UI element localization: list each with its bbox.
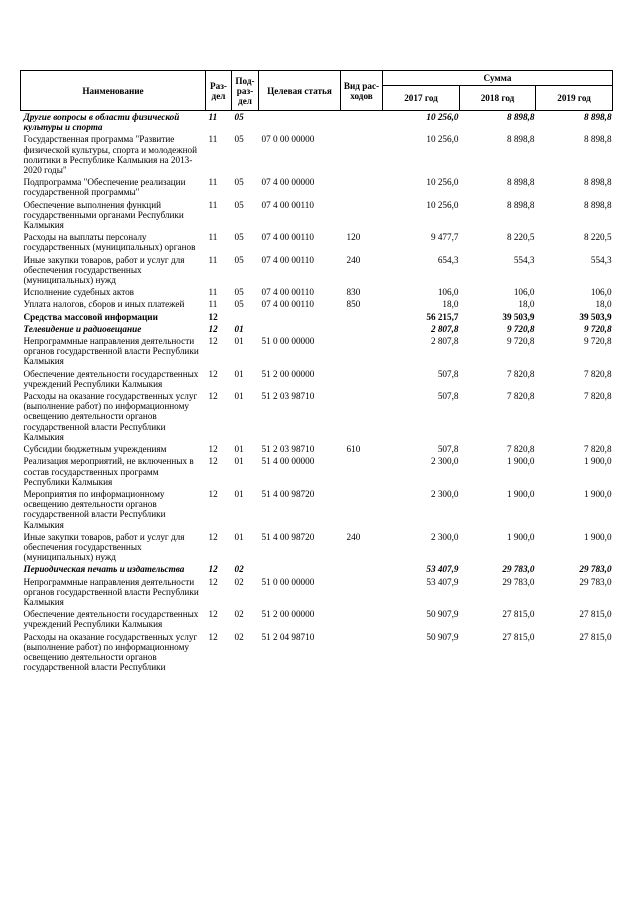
row-vid-rashodov: 120 xyxy=(346,232,361,243)
row-vid-rashodov: 240 xyxy=(346,254,361,265)
row-podrazdel xyxy=(232,312,259,324)
row-sum-2019: 27 815,0 xyxy=(579,609,612,620)
row-sum-2018: 106,0 xyxy=(513,287,535,298)
row-sum-2017: 10 256,0 xyxy=(426,199,459,210)
row-sum-2019: 1 900,0 xyxy=(583,456,612,467)
row-tselevaya-statya: 07 4 00 00110 xyxy=(261,254,314,265)
row-podrazdel: 01 xyxy=(234,336,244,347)
row-tselevaya-statya: 51 2 03 98710 xyxy=(261,444,315,455)
row-razdel: 12 xyxy=(208,564,218,575)
row-razdel: 12 xyxy=(208,609,218,620)
row-sum-2018: 8 898,8 xyxy=(506,134,535,145)
row-sum-2017: 50 907,9 xyxy=(426,609,459,620)
table-row xyxy=(21,177,613,199)
row-podrazdel: 02 xyxy=(234,564,244,575)
table-row xyxy=(21,564,613,576)
row-name: Обеспечение деятельности государственных учреждений Республики Калмыкия xyxy=(23,368,199,389)
row-vid-rashodov: 830 xyxy=(346,287,361,298)
row-name: Мероприятия по информационному освещению деятельности органов государственной власти Республики Калмыкия xyxy=(23,488,166,530)
table-row xyxy=(21,609,613,631)
table-row xyxy=(21,444,613,456)
row-tselevaya-statya: 51 4 00 98720 xyxy=(261,488,315,499)
row-tselevaya-statya: 51 2 03 98710 xyxy=(261,391,315,402)
row-sum-2019: 29 783,0 xyxy=(579,576,612,587)
row-sum-2017: 10 256,0 xyxy=(426,112,459,122)
row-tselevaya-statya: 07 4 00 00110 xyxy=(261,287,314,298)
table-row xyxy=(21,456,613,489)
row-sum-2017: 18,0 xyxy=(442,299,459,310)
row-vid-rashodov xyxy=(341,564,383,576)
row-podrazdel: 05 xyxy=(234,177,244,188)
row-sum-2019: 9 720,8 xyxy=(583,336,612,347)
row-tselevaya-statya: 51 4 00 98720 xyxy=(261,531,315,542)
row-razdel: 11 xyxy=(208,287,218,298)
row-tselevaya-statya: 07 0 00 00000 xyxy=(261,134,315,145)
row-name: Иные закупки товаров, работ и услуг для обеспечения государственных (муниципальных) нужд xyxy=(23,254,185,286)
header-year-2018: 2018 год xyxy=(460,86,536,111)
row-sum-2017: 9 477,7 xyxy=(430,232,459,243)
row-podrazdel: 01 xyxy=(234,323,244,334)
row-razdel: 12 xyxy=(208,488,218,499)
header-summa: Сумма xyxy=(383,71,613,86)
row-podrazdel: 01 xyxy=(234,488,244,499)
header-name: Наименование xyxy=(21,71,206,111)
row-sum-2017: 106,0 xyxy=(437,287,459,298)
row-name: Уплата налогов, сборов и иных платежей xyxy=(23,299,185,310)
table-row xyxy=(21,134,613,177)
row-vid-rashodov xyxy=(341,369,383,391)
row-sum-2017: 2 807,8 xyxy=(430,323,459,334)
row-sum-2017: 53 407,9 xyxy=(426,576,459,587)
row-vid-rashodov xyxy=(341,632,383,675)
row-vid-rashodov xyxy=(341,609,383,631)
row-sum-2018: 9 720,8 xyxy=(506,336,535,347)
row-sum-2019: 8 898,8 xyxy=(583,199,612,210)
row-sum-2019: 7 820,8 xyxy=(583,391,612,402)
row-tselevaya-statya: 07 4 00 00110 xyxy=(261,299,314,310)
row-name: Другие вопросы в области физической культуры и спорта xyxy=(23,112,180,133)
row-sum-2017: 53 407,9 xyxy=(426,564,459,575)
table-row xyxy=(21,200,613,233)
table-row xyxy=(21,111,613,135)
row-sum-2018: 8 898,8 xyxy=(506,177,535,188)
row-tselevaya-statya: 07 4 00 00110 xyxy=(261,199,314,210)
row-sum-2017: 2 807,8 xyxy=(430,336,459,347)
row-sum-2018: 39 503,9 xyxy=(502,311,535,322)
row-podrazdel: 01 xyxy=(234,531,244,542)
row-name: Субсидии бюджетным учреждениям xyxy=(23,444,167,455)
row-razdel: 11 xyxy=(208,232,218,243)
row-razdel: 12 xyxy=(208,311,218,322)
row-sum-2017: 50 907,9 xyxy=(426,631,459,642)
row-sum-2019: 554,3 xyxy=(590,254,612,265)
row-sum-2019: 8 220,5 xyxy=(583,232,612,243)
row-sum-2019: 106,0 xyxy=(590,287,612,298)
table-row xyxy=(21,532,613,565)
row-sum-2019: 18,0 xyxy=(595,299,612,310)
table-row xyxy=(21,336,613,369)
row-podrazdel: 01 xyxy=(234,444,244,455)
table-row xyxy=(21,299,613,311)
header-year-2017: 2017 год xyxy=(383,86,460,111)
header-vid-rashodov: Вид рас- ходов xyxy=(341,71,383,111)
row-sum-2019: 29 783,0 xyxy=(579,564,612,575)
row-sum-2019: 7 820,8 xyxy=(583,368,612,379)
row-razdel: 11 xyxy=(208,254,218,265)
table-row xyxy=(21,369,613,391)
row-razdel: 11 xyxy=(208,112,218,122)
table-row xyxy=(21,391,613,444)
row-sum-2017: 507,8 xyxy=(437,444,459,455)
table-row xyxy=(21,312,613,324)
row-sum-2017: 507,8 xyxy=(437,391,459,402)
row-name: Непрограммные направления деятельности органов государственной власти Республики Калмыкия xyxy=(23,576,199,607)
row-podrazdel: 01 xyxy=(234,391,244,402)
row-vid-rashodov xyxy=(341,336,383,369)
header-podrazdel: Под- раз- дел xyxy=(232,71,259,111)
header-year-2019: 2019 год xyxy=(536,86,613,111)
row-podrazdel: 02 xyxy=(234,576,244,587)
row-sum-2018: 7 820,8 xyxy=(506,391,535,402)
row-sum-2017: 654,3 xyxy=(437,254,459,265)
row-tselevaya-statya: 51 2 04 98710 xyxy=(261,631,315,642)
table-row xyxy=(21,232,613,254)
row-tselevaya-statya: 07 4 00 00110 xyxy=(261,232,314,243)
budget-page xyxy=(20,70,612,674)
row-sum-2018: 29 783,0 xyxy=(502,564,535,575)
row-sum-2017: 2 300,0 xyxy=(430,531,459,542)
row-vid-rashodov: 240 xyxy=(346,531,361,542)
row-vid-rashodov xyxy=(341,324,383,336)
row-vid-rashodov xyxy=(341,177,383,199)
row-tselevaya-statya: 51 2 00 00000 xyxy=(261,609,315,620)
row-name: Периодическая печать и издательства xyxy=(23,564,185,575)
row-sum-2019: 9 720,8 xyxy=(583,323,612,334)
row-tselevaya-statya xyxy=(259,324,341,336)
table-row xyxy=(21,324,613,336)
row-name: Обеспечение деятельности государственных учреждений Республики Калмыкия xyxy=(23,609,199,630)
table-row xyxy=(21,577,613,610)
row-sum-2018: 8 220,5 xyxy=(506,232,535,243)
row-sum-2017: 2 300,0 xyxy=(430,456,459,467)
row-sum-2019: 1 900,0 xyxy=(583,531,612,542)
header-tselevaya-statya: Целевая статья xyxy=(259,71,341,111)
row-name: Реализация мероприятий, не включенных в состав государственных программ Республики Калмыкия xyxy=(23,456,194,487)
row-sum-2019: 8 898,8 xyxy=(583,134,612,145)
row-podrazdel: 05 xyxy=(234,134,244,145)
row-name: Расходы на оказание государственных услуг (выполнение работ) по информационному освещению деятельности органов государственной власти Республики Калмыкия xyxy=(23,391,198,442)
row-razdel: 12 xyxy=(208,368,218,379)
row-sum-2018: 29 783,0 xyxy=(502,576,535,587)
row-tselevaya-statya xyxy=(259,312,341,324)
row-tselevaya-statya: 51 2 00 00000 xyxy=(261,368,315,379)
row-razdel: 12 xyxy=(208,631,218,642)
row-sum-2018: 8 898,8 xyxy=(506,199,535,210)
row-tselevaya-statya: 51 0 00 00000 xyxy=(261,576,315,587)
row-razdel: 11 xyxy=(208,177,218,188)
budget-table xyxy=(20,70,613,674)
row-sum-2017: 507,8 xyxy=(437,368,459,379)
row-sum-2017: 56 215,7 xyxy=(426,311,459,322)
row-sum-2018: 554,3 xyxy=(513,254,535,265)
row-tselevaya-statya: 51 4 00 00000 xyxy=(261,456,315,467)
row-sum-2019: 8 898,8 xyxy=(583,112,612,122)
table-body xyxy=(21,111,613,675)
row-podrazdel: 05 xyxy=(234,112,244,122)
row-tselevaya-statya: 51 0 00 00000 xyxy=(261,336,315,347)
row-tselevaya-statya: 07 4 00 00000 xyxy=(261,177,315,188)
row-name: Государственная программа "Развитие физической культуры, спорта и молодежной политики в Республике Калмыкия на 2013-2020 годы" xyxy=(23,134,198,176)
row-sum-2019: 27 815,0 xyxy=(579,631,612,642)
row-name: Иные закупки товаров, работ и услуг для обеспечения государственных (муниципальных) нужд xyxy=(23,531,185,563)
row-sum-2018: 9 720,8 xyxy=(506,323,535,334)
row-razdel: 11 xyxy=(208,199,218,210)
row-podrazdel: 05 xyxy=(234,199,244,210)
row-sum-2018: 8 898,8 xyxy=(506,112,535,122)
row-podrazdel: 05 xyxy=(234,287,244,298)
row-podrazdel: 02 xyxy=(234,609,244,620)
row-sum-2018: 27 815,0 xyxy=(502,609,535,620)
row-vid-rashodov: 610 xyxy=(346,444,361,455)
row-sum-2019: 39 503,9 xyxy=(579,311,612,322)
row-vid-rashodov xyxy=(341,489,383,532)
row-vid-rashodov xyxy=(341,134,383,177)
header-razdel: Раз- дел xyxy=(206,71,232,111)
row-vid-rashodov xyxy=(341,200,383,233)
row-podrazdel: 02 xyxy=(234,631,244,642)
row-vid-rashodov xyxy=(341,391,383,444)
row-sum-2018: 1 900,0 xyxy=(506,488,535,499)
row-razdel: 12 xyxy=(208,391,218,402)
row-sum-2018: 1 900,0 xyxy=(506,456,535,467)
table-row xyxy=(21,632,613,675)
row-vid-rashodov xyxy=(341,111,383,135)
row-sum-2019: 8 898,8 xyxy=(583,177,612,188)
row-name: Исполнение судебных актов xyxy=(23,287,135,298)
row-razdel: 11 xyxy=(208,134,218,145)
row-razdel: 12 xyxy=(208,336,218,347)
row-razdel: 12 xyxy=(208,323,218,334)
row-name: Расходы на выплаты персоналу государственных (муниципальных) органов xyxy=(23,232,196,253)
row-sum-2018: 1 900,0 xyxy=(506,531,535,542)
row-vid-rashodov xyxy=(341,456,383,489)
row-vid-rashodov xyxy=(341,312,383,324)
table-row xyxy=(21,489,613,532)
row-razdel: 11 xyxy=(208,299,218,310)
row-razdel: 12 xyxy=(208,444,218,455)
row-sum-2019: 7 820,8 xyxy=(583,444,612,455)
row-name: Непрограммные направления деятельности органов государственной власти Республики Калмыкия xyxy=(23,336,199,367)
row-sum-2017: 2 300,0 xyxy=(430,488,459,499)
row-podrazdel: 05 xyxy=(234,232,244,243)
row-sum-2019: 1 900,0 xyxy=(583,488,612,499)
row-sum-2018: 27 815,0 xyxy=(502,631,535,642)
row-name: Расходы на оказание государственных услуг (выполнение работ) по информационному освещению деятельности органов государственной власти Республики xyxy=(23,631,198,673)
row-razdel: 12 xyxy=(208,456,218,467)
row-podrazdel: 01 xyxy=(234,368,244,379)
row-tselevaya-statya xyxy=(259,111,341,135)
row-name: Подпрограмма "Обеспечение реализации государственной программы" xyxy=(23,177,186,198)
row-sum-2018: 7 820,8 xyxy=(506,444,535,455)
table-row xyxy=(21,255,613,288)
row-vid-rashodov xyxy=(341,577,383,610)
row-sum-2018: 18,0 xyxy=(518,299,535,310)
row-name: Средства массовой информации xyxy=(23,311,158,322)
table-header xyxy=(21,71,613,111)
row-sum-2017: 10 256,0 xyxy=(426,134,459,145)
row-tselevaya-statya xyxy=(259,564,341,576)
row-podrazdel: 05 xyxy=(234,254,244,265)
row-vid-rashodov: 850 xyxy=(346,299,361,310)
row-podrazdel: 01 xyxy=(234,456,244,467)
row-sum-2017: 10 256,0 xyxy=(426,177,459,188)
table-row xyxy=(21,287,613,299)
row-name: Телевидение и радиовещание xyxy=(23,323,142,334)
row-podrazdel: 05 xyxy=(234,299,244,310)
row-razdel: 12 xyxy=(208,576,218,587)
row-sum-2018: 7 820,8 xyxy=(506,368,535,379)
row-razdel: 12 xyxy=(208,531,218,542)
row-name: Обеспечение выполнения функций государственными органами Республики Калмыкия xyxy=(23,199,184,231)
